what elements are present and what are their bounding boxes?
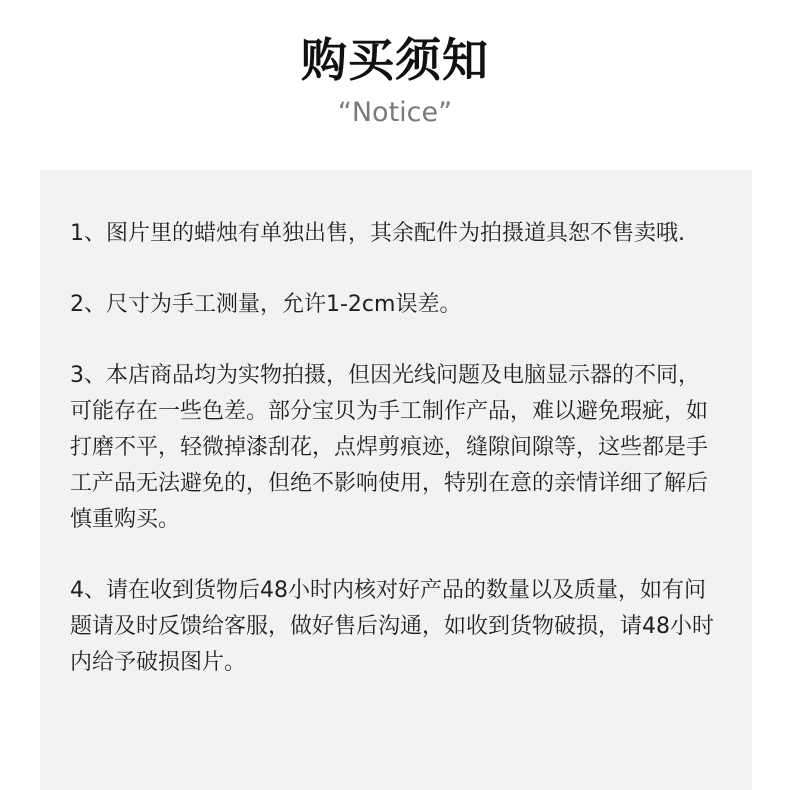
notice-list [70,216,718,716]
notice-panel [40,170,752,790]
notice-item-2: 2、尺寸为手工测量，允许1-2cm误差。 [70,292,462,317]
notice-header [0,0,790,170]
notice-item-3: 3、本店商品均为实物拍摄，但因光线问题及电脑显示器的不同，可能存在一些色差。部分宝贝为手工制作产品，难以避免瑕疵，如打磨不平，轻微掉漆刮花，点焊剪痕迹，缝隙间隙等，这些都是手工产品无法避免的，但绝不影响使用，特别在意的亲情详细了解后慎重购买。 [70,363,709,532]
notice-item-1: 1、图片里的蜡烛有单独出售，其余配件为拍摄道具恕不售卖哦. [70,221,685,246]
page-subtitle: “Notice” [337,97,453,128]
notice-item-4: 4、请在收到货物后48小时内核对好产品的数量以及质量，如有问题请及时反馈给客服，做好售后沟通，如收到货物破损，请48小时内给予破损图片。 [70,578,714,675]
page-title: 购买须知 [301,33,489,87]
